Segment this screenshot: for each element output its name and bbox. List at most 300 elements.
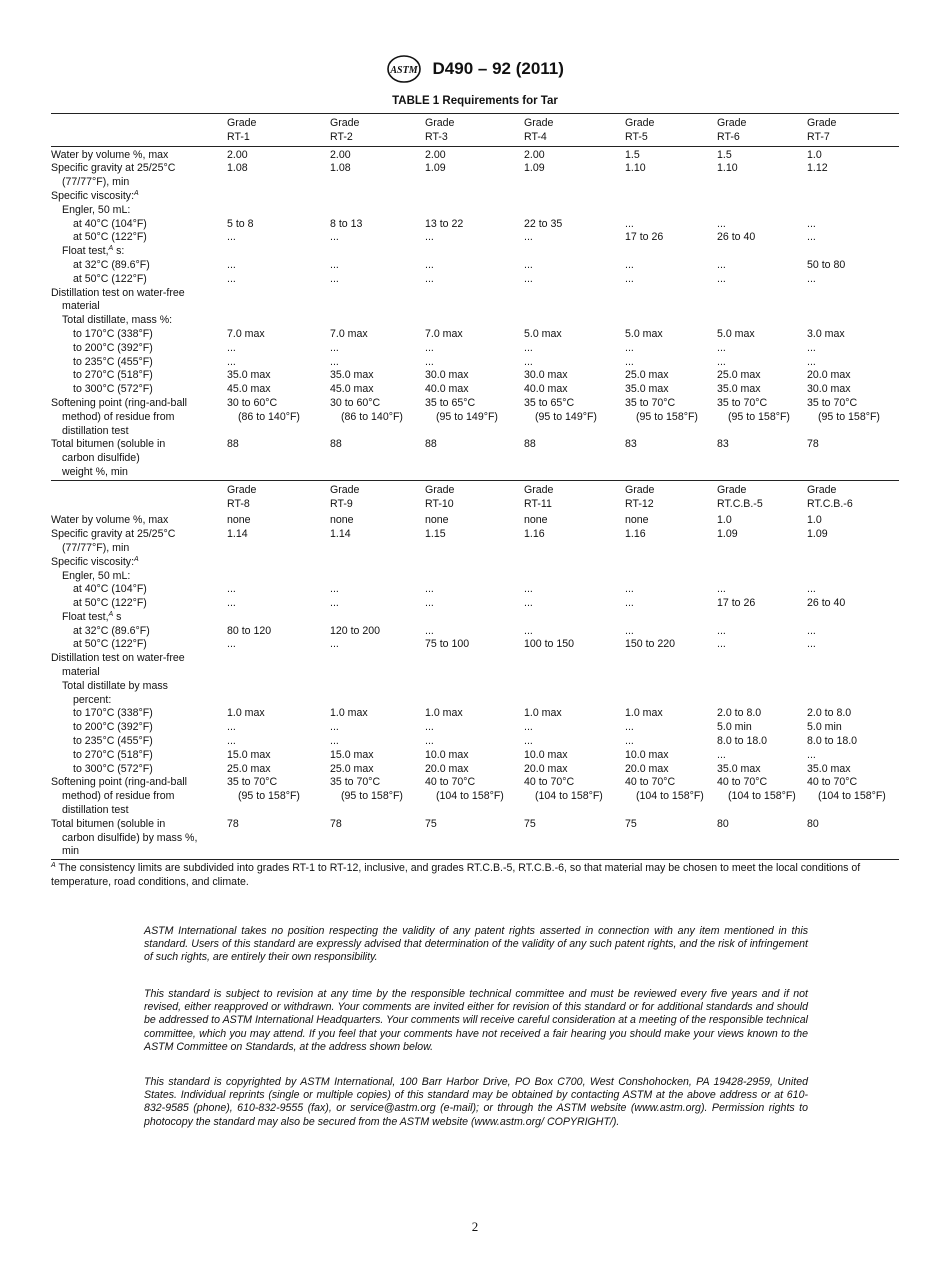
requirement-row [51, 369, 899, 383]
value-cell-line: ... [625, 735, 634, 748]
value-cell [227, 259, 330, 273]
value-cell-line: ... [717, 258, 726, 271]
value-cell [717, 512, 807, 528]
value-cell-line: 20.0 max [425, 762, 469, 775]
value-cell [330, 625, 425, 639]
value-cell [625, 218, 717, 232]
value-cell [717, 328, 807, 342]
value-cell [425, 259, 524, 273]
value-cell-line: ... [717, 272, 726, 285]
property-label [51, 356, 227, 370]
empty-cell [807, 314, 899, 328]
property-label-text: Engler, 50 mL: [62, 203, 131, 216]
value-cell-line: 35.0 max [625, 383, 669, 396]
value-cell [717, 383, 807, 397]
value-cell [524, 231, 625, 245]
value-cell-line: ... [717, 341, 726, 354]
value-cell-line: ... [717, 624, 726, 637]
value-cell-line: 1.0 max [227, 707, 265, 720]
property-label-text: material [62, 666, 100, 679]
value-cell-line: 1.0 max [425, 707, 463, 720]
value-cell-line: 1.10 [625, 162, 646, 175]
value-cell [807, 218, 899, 232]
value-cell-line: 40.0 max [425, 383, 469, 396]
value-cell-line: ... [807, 624, 816, 637]
value-cell-line: ... [807, 231, 816, 244]
value-cell [330, 328, 425, 342]
value-cell-line: ... [227, 355, 236, 368]
footnote-ref: A [108, 610, 114, 618]
value-cell [717, 356, 807, 370]
value-cell-line: ... [425, 231, 434, 244]
value-cell [625, 763, 717, 777]
value-cell-line: 5.0 max [717, 327, 755, 340]
value-cell [524, 735, 625, 749]
property-label-text: at 50°C (122°F) [73, 638, 147, 651]
property-label [51, 556, 227, 570]
property-label [51, 680, 227, 708]
grade-word: Grade [717, 483, 747, 496]
value-cell [625, 528, 717, 556]
table-footnote [51, 862, 901, 890]
value-cell-line: (95 to 158°F) [818, 410, 880, 423]
empty-cell [717, 570, 807, 584]
astm-logo-icon [386, 54, 422, 84]
value-cell-line: ... [425, 272, 434, 285]
property-label-text: to 270°C (518°F) [73, 369, 153, 382]
grade-header-cell [425, 480, 524, 512]
grade-header-cell [330, 480, 425, 512]
value-cell-line: 26 to 40 [717, 231, 756, 244]
property-label-text: Total distillate, mass %: [62, 314, 173, 327]
value-cell-line: ... [625, 597, 634, 610]
grade-header-cell [330, 114, 425, 147]
value-cell-line: ... [425, 355, 434, 368]
requirement-row [51, 287, 899, 315]
value-cell-line: 10.0 max [625, 748, 669, 761]
empty-cell [524, 204, 625, 218]
value-cell-line: 35.0 max [717, 383, 761, 396]
value-cell-line: 35.0 max [227, 369, 271, 382]
empty-cell [425, 190, 524, 204]
grade-code: RT-3 [425, 130, 448, 143]
property-label-text: method) of residue from [62, 410, 175, 423]
value-cell-line: 40 to 70°C [807, 776, 858, 789]
value-cell-line: ... [524, 597, 533, 610]
value-cell-line: ... [330, 355, 339, 368]
empty-cell [717, 314, 807, 328]
value-cell [625, 707, 717, 721]
property-label [51, 342, 227, 356]
value-cell [625, 328, 717, 342]
value-cell [524, 146, 625, 162]
value-cell-line: 20.0 max [625, 762, 669, 775]
property-label-text: at 50°C (122°F) [73, 231, 147, 244]
value-cell-line: 88 [425, 438, 437, 451]
value-cell-line: 40 to 70°C [524, 776, 575, 789]
value-cell-line: 80 [717, 817, 729, 830]
value-cell [524, 512, 625, 528]
empty-cell [524, 652, 625, 680]
value-cell [625, 735, 717, 749]
value-cell [524, 259, 625, 273]
property-label-text: at 32°C (89.6°F) [73, 258, 150, 271]
value-cell-line: 17 to 26 [717, 597, 756, 610]
requirement-row [51, 528, 899, 556]
value-cell [227, 356, 330, 370]
value-cell-line: ... [330, 735, 339, 748]
empty-cell [227, 680, 330, 708]
value-cell [524, 721, 625, 735]
value-cell [425, 528, 524, 556]
value-cell-line: (104 to 158°F) [818, 790, 886, 803]
value-cell-line: 75 [625, 817, 637, 830]
value-cell [717, 638, 807, 652]
requirement-row [51, 570, 899, 584]
value-cell-line: ... [807, 638, 816, 651]
property-label-text: Engler, 50 mL: [62, 569, 131, 582]
requirement-row [51, 749, 899, 763]
value-cell [524, 583, 625, 597]
property-label [51, 245, 227, 259]
empty-cell [524, 556, 625, 570]
value-cell [425, 383, 524, 397]
grade-word: Grade [425, 117, 455, 129]
property-label-text: to 300°C (572°F) [73, 383, 153, 396]
value-cell [717, 721, 807, 735]
value-cell-line: ... [625, 355, 634, 368]
empty-cell [227, 245, 330, 259]
requirements-table [51, 113, 899, 860]
value-cell [717, 776, 807, 817]
value-cell [330, 528, 425, 556]
grade-header-cell [625, 480, 717, 512]
requirement-row [51, 652, 899, 680]
requirement-row [51, 204, 899, 218]
value-cell-line: 1.09 [807, 528, 828, 541]
value-cell-line: 1.14 [330, 528, 351, 541]
empty-cell [807, 190, 899, 204]
grade-header-cell [807, 480, 899, 512]
value-cell [330, 735, 425, 749]
property-label-text: Total bitumen (soluble in [51, 817, 166, 830]
value-cell [524, 638, 625, 652]
value-cell [807, 583, 899, 597]
value-cell [227, 721, 330, 735]
requirement-row [51, 245, 899, 259]
empty-cell [625, 190, 717, 204]
value-cell-line: 78 [227, 817, 239, 830]
requirement-row [51, 721, 899, 735]
value-cell [625, 162, 717, 190]
value-cell-line: 40 to 70°C [717, 776, 768, 789]
value-cell [330, 638, 425, 652]
value-cell [524, 369, 625, 383]
value-cell [330, 259, 425, 273]
empty-cell [330, 314, 425, 328]
value-cell-line: 120 to 200 [330, 624, 381, 637]
value-cell-line: (104 to 158°F) [535, 790, 603, 803]
value-cell-line: ... [524, 735, 533, 748]
property-label [51, 438, 227, 480]
value-cell-line: 80 [807, 817, 819, 830]
value-cell-line: 25.0 max [227, 762, 271, 775]
empty-cell [524, 570, 625, 584]
value-cell-line: ... [227, 341, 236, 354]
empty-cell [227, 190, 330, 204]
footnote-ref: A [108, 245, 114, 253]
empty-cell [227, 570, 330, 584]
value-cell [330, 438, 425, 480]
value-cell [425, 162, 524, 190]
empty-cell [330, 652, 425, 680]
property-label-text: to 200°C (392°F) [73, 721, 153, 734]
value-cell [625, 597, 717, 611]
value-cell-line: 88 [524, 438, 536, 451]
value-cell [807, 735, 899, 749]
grade-word: Grade [524, 483, 554, 496]
value-cell [425, 625, 524, 639]
value-cell [425, 328, 524, 342]
grade-header-row [51, 114, 899, 147]
requirement-row [51, 328, 899, 342]
empty-cell [330, 611, 425, 625]
value-cell-line: 1.09 [425, 162, 446, 175]
value-cell [330, 356, 425, 370]
value-cell [330, 763, 425, 777]
value-cell [227, 369, 330, 383]
value-cell [524, 356, 625, 370]
property-label-text: at 50°C (122°F) [73, 272, 147, 285]
value-cell [807, 763, 899, 777]
property-label-text: Specific viscosity: [51, 189, 135, 202]
value-cell-line: 7.0 max [227, 327, 265, 340]
value-cell-line: ... [425, 735, 434, 748]
property-label [51, 287, 227, 315]
value-cell-line: none [625, 514, 649, 527]
empty-cell [227, 287, 330, 315]
value-cell [807, 162, 899, 190]
value-cell-line: ... [625, 721, 634, 734]
grade-header-cell [227, 480, 330, 512]
value-cell [807, 383, 899, 397]
value-cell-line: ... [330, 638, 339, 651]
empty-cell [717, 245, 807, 259]
value-cell-line: (86 to 140°F) [238, 410, 300, 423]
empty-cell [625, 611, 717, 625]
property-label [51, 749, 227, 763]
value-cell-line: ... [330, 721, 339, 734]
grade-word: Grade [807, 483, 837, 496]
empty-cell [524, 245, 625, 259]
grade-code: RT-9 [330, 497, 353, 510]
property-label-text: carbon disulfide) by mass %, [62, 831, 198, 844]
value-cell [524, 273, 625, 287]
property-label-text: to 170°C (338°F) [73, 327, 153, 340]
grade-code: RT-7 [807, 130, 830, 143]
value-cell-line: 150 to 220 [625, 638, 676, 651]
empty-cell [425, 570, 524, 584]
value-cell [330, 218, 425, 232]
value-cell [330, 749, 425, 763]
empty-cell [425, 314, 524, 328]
value-cell-line: 40.0 max [524, 383, 568, 396]
value-cell-line: 15.0 max [330, 748, 374, 761]
property-label-text: Total bitumen (soluble in [51, 438, 166, 451]
value-cell [717, 438, 807, 480]
value-cell [625, 356, 717, 370]
empty-cell [524, 314, 625, 328]
patent-notice: ASTM International takes no position respecting the validity of any patent rights asserted in connection with any item mentioned in this standard. Users of this standard are expressly advised that determination of the validity of any such patent rights, and the risk of infringement of such rights, are entirely their own responsibility. [144, 925, 808, 964]
value-cell-line: 30.0 max [524, 369, 568, 382]
property-label-text: min [62, 845, 80, 858]
value-cell-line: ... [425, 721, 434, 734]
value-cell-line: 1.16 [524, 528, 545, 541]
value-cell-line: 100 to 150 [524, 638, 575, 651]
value-cell [625, 369, 717, 383]
value-cell [717, 597, 807, 611]
value-cell [807, 328, 899, 342]
value-cell [524, 383, 625, 397]
value-cell-line: 45.0 max [330, 383, 374, 396]
value-cell-line: ... [524, 583, 533, 596]
empty-cell [625, 287, 717, 315]
value-cell-line: 83 [625, 438, 637, 451]
value-cell-line: 5.0 min [717, 721, 752, 734]
value-cell-line: none [425, 514, 449, 527]
property-label [51, 383, 227, 397]
value-cell-line: 1.14 [227, 528, 248, 541]
value-cell [425, 638, 524, 652]
value-cell-line: none [330, 514, 354, 527]
value-cell-line: ... [524, 341, 533, 354]
empty-cell [524, 611, 625, 625]
property-label-text: at 50°C (122°F) [73, 597, 147, 610]
empty-cell [807, 287, 899, 315]
property-label-text: (77/77°F), min [62, 541, 130, 554]
value-cell-line: ... [330, 341, 339, 354]
requirement-row [51, 735, 899, 749]
value-cell [524, 776, 625, 817]
property-label [51, 328, 227, 342]
value-cell-line: 5.0 max [524, 327, 562, 340]
value-cell [330, 818, 425, 860]
property-label [51, 273, 227, 287]
property-label [51, 818, 227, 860]
value-cell [524, 218, 625, 232]
property-label-text: carbon disulfide) [62, 452, 140, 465]
value-cell [807, 397, 899, 438]
value-cell-line: 35.0 max [717, 762, 761, 775]
empty-cell [625, 652, 717, 680]
value-cell [717, 735, 807, 749]
footnote-ref: A [134, 189, 139, 197]
value-cell-line: ... [425, 341, 434, 354]
empty-cell [425, 680, 524, 708]
value-cell [425, 342, 524, 356]
grade-word: Grade [717, 117, 747, 129]
value-cell [807, 597, 899, 611]
value-cell-line: 78 [807, 438, 819, 451]
grade-word: Grade [227, 117, 257, 129]
value-cell [524, 162, 625, 190]
value-cell-line: 15.0 max [227, 748, 271, 761]
property-label-suffix: s: [113, 245, 125, 258]
value-cell [524, 763, 625, 777]
value-cell-line: 5.0 max [625, 327, 663, 340]
value-cell-line: 8 to 13 [330, 217, 363, 230]
value-cell-line: 5.0 min [807, 721, 842, 734]
value-cell-line: (86 to 140°F) [341, 410, 403, 423]
value-cell-line: 20.0 max [524, 762, 568, 775]
property-label [51, 611, 227, 625]
empty-cell [227, 204, 330, 218]
property-label [51, 638, 227, 652]
grade-code: RT-10 [425, 497, 454, 510]
value-cell-line: 1.08 [330, 162, 351, 175]
requirement-row [51, 818, 899, 860]
value-cell [625, 583, 717, 597]
property-label-text: distillation test [62, 804, 129, 817]
empty-cell [625, 556, 717, 570]
empty-cell [227, 652, 330, 680]
value-cell [425, 735, 524, 749]
value-cell-line: 88 [330, 438, 342, 451]
value-cell [807, 146, 899, 162]
value-cell-line: 20.0 max [807, 369, 851, 382]
grade-header-cell [227, 114, 330, 147]
value-cell-line: 1.08 [227, 162, 248, 175]
value-cell-line: (95 to 158°F) [238, 790, 300, 803]
requirement-row [51, 438, 899, 480]
value-cell [227, 735, 330, 749]
document-designation: D490 – 92 (2011) [432, 59, 564, 78]
property-label-text: percent: [73, 693, 112, 706]
value-cell-line: 1.15 [425, 528, 446, 541]
requirement-row [51, 611, 899, 625]
value-cell [625, 638, 717, 652]
value-cell [524, 818, 625, 860]
property-label [51, 583, 227, 597]
value-cell-line: 1.0 [807, 148, 822, 161]
property-label-text: Float test, [62, 245, 109, 258]
requirement-row [51, 218, 899, 232]
grade-code: RT-11 [524, 497, 552, 510]
empty-cell [717, 204, 807, 218]
property-label-text: to 270°C (518°F) [73, 748, 153, 761]
value-cell [625, 776, 717, 817]
value-cell-line: 1.12 [807, 162, 828, 175]
value-cell-line: 78 [330, 817, 342, 830]
value-cell-line: 30 to 60°C [330, 396, 381, 409]
value-cell-line: 10.0 max [425, 748, 469, 761]
requirement-row [51, 707, 899, 721]
header-blank-cell [51, 114, 227, 147]
value-cell [807, 369, 899, 383]
value-cell-line: ... [425, 583, 434, 596]
empty-cell [717, 190, 807, 204]
grade-code: RT-1 [227, 130, 250, 143]
value-cell-line: 1.0 max [330, 707, 368, 720]
value-cell-line: ... [227, 258, 236, 271]
value-cell-line: ... [625, 217, 634, 230]
empty-cell [425, 287, 524, 315]
requirement-row [51, 583, 899, 597]
grade-word: Grade [807, 117, 837, 129]
requirement-row [51, 625, 899, 639]
property-label [51, 231, 227, 245]
value-cell-line: ... [227, 638, 236, 651]
